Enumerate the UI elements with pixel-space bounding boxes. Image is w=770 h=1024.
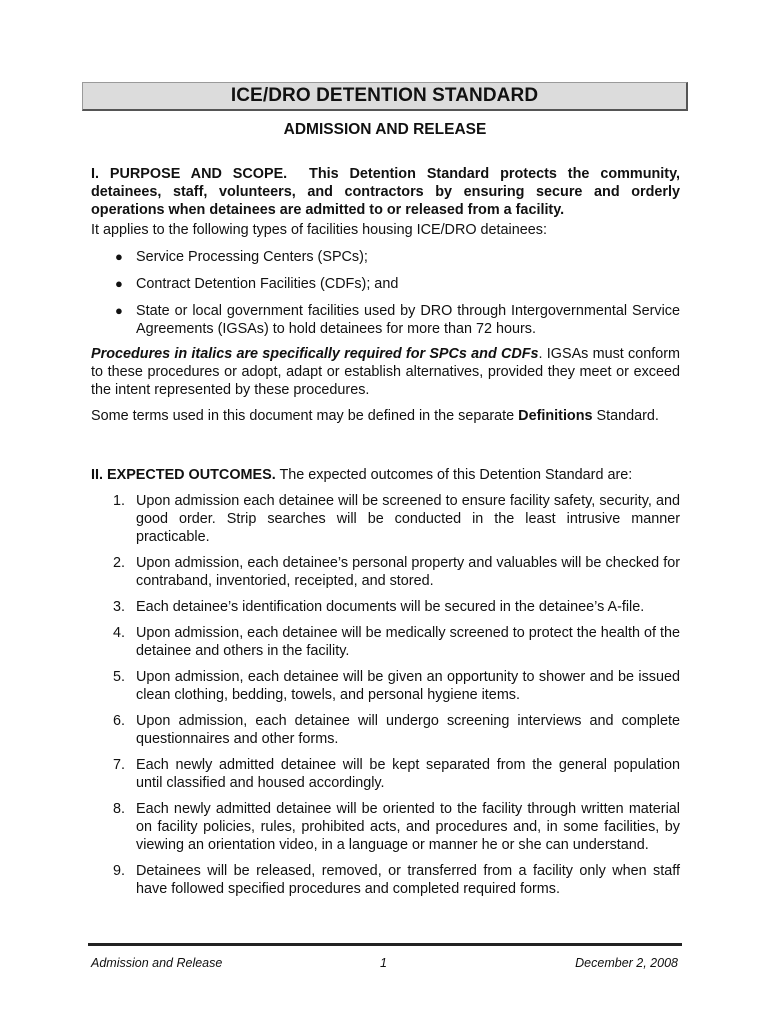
definitions-standard-ref: Definitions	[518, 408, 593, 424]
bullet-icon: ●	[115, 249, 123, 264]
bullet-icon: ●	[115, 303, 123, 318]
list-item: 8. Each newly admitted detainee will be oriented to the facility through written material on facility policies, rules, prohibited acts, and procedures and, in some facilities, by viewing an orientation video, in a language or manner he or she can understand.	[113, 801, 680, 853]
list-item: 7. Each newly admitted detainee will be kept separated from the general population until classified and housed accordingly.	[113, 757, 680, 791]
page-number: 1	[380, 956, 387, 970]
footer-title: Admission and Release	[91, 956, 223, 970]
procedures-paragraph: Procedures in italics are specifically required for SPCs and CDFs. IGSAs must conform to these procedures or adopt, adapt or establish alternatives, provided they meet or exceed the intent represented by these procedures.	[91, 346, 680, 398]
title-banner	[82, 82, 688, 111]
list-item: 9. Detainees will be released, removed, or transferred from a facility only when staff have followed specified procedures and completed required forms.	[113, 863, 680, 897]
purpose-paragraph	[91, 165, 680, 219]
list-item: 1. Upon admission each detainee will be screened to ensure facility safety, security, and good order. Strip searches will be conducted in the least intrusive manner practicable.	[113, 493, 680, 545]
terms-paragraph: Some terms used in this document may be defined in the separate Definitions Standard.	[91, 408, 659, 424]
outcomes-list	[91, 492, 680, 906]
document-title: ICE/DRO DETENTION STANDARD	[230, 85, 539, 106]
footer-date: December 2, 2008	[575, 956, 678, 970]
applies-paragraph: It applies to the following types of facilities housing ICE/DRO detainees:	[91, 222, 547, 238]
list-item: ● State or local government facilities used by DRO through Intergovernmental Service Agreements (IGSAs) to hold detainees for more than 72 hours.	[115, 303, 680, 337]
list-item: 2. Upon admission, each detainee’s personal property and valuables will be checked for contraband, inventoried, receipted, and stored.	[113, 555, 680, 589]
list-item: ● Service Processing Centers (SPCs);	[115, 249, 368, 265]
footer-divider	[88, 943, 682, 946]
procedures-emphasis: Procedures in italics are specifically required for SPCs and CDFs	[91, 346, 539, 362]
purpose-statement: This Detention Standard protects the community, detainees, staff, volunteers, and contractors by ensuring secure and orderly operations when detainees are admitted to or released from a facility.	[91, 166, 681, 218]
outcomes-heading-line: II. EXPECTED OUTCOMES. The expected outcomes of this Detention Standard are:	[91, 467, 633, 483]
bullet-icon: ●	[115, 276, 123, 291]
document-subtitle: ADMISSION AND RELEASE	[283, 121, 487, 138]
facility-type-list	[91, 248, 680, 347]
list-item: ● Contract Detention Facilities (CDFs); and	[115, 276, 399, 292]
list-item: 4. Upon admission, each detainee will be medically screened to protect the health of the detainee and others in the facility.	[113, 625, 680, 659]
list-item: 6. Upon admission, each detainee will undergo screening interviews and complete questionnaires and other forms.	[113, 713, 680, 747]
section-1-heading: I. PURPOSE AND SCOPE.	[91, 166, 288, 182]
list-item: 5. Upon admission, each detainee will be given an opportunity to shower and be issued clean clothing, bedding, towels, and personal hygiene items.	[113, 669, 680, 703]
section-2-heading: II. EXPECTED OUTCOMES.	[91, 467, 276, 483]
list-item: 3. Each detainee’s identification documents will be secured in the detainee’s A-file.	[113, 599, 645, 615]
